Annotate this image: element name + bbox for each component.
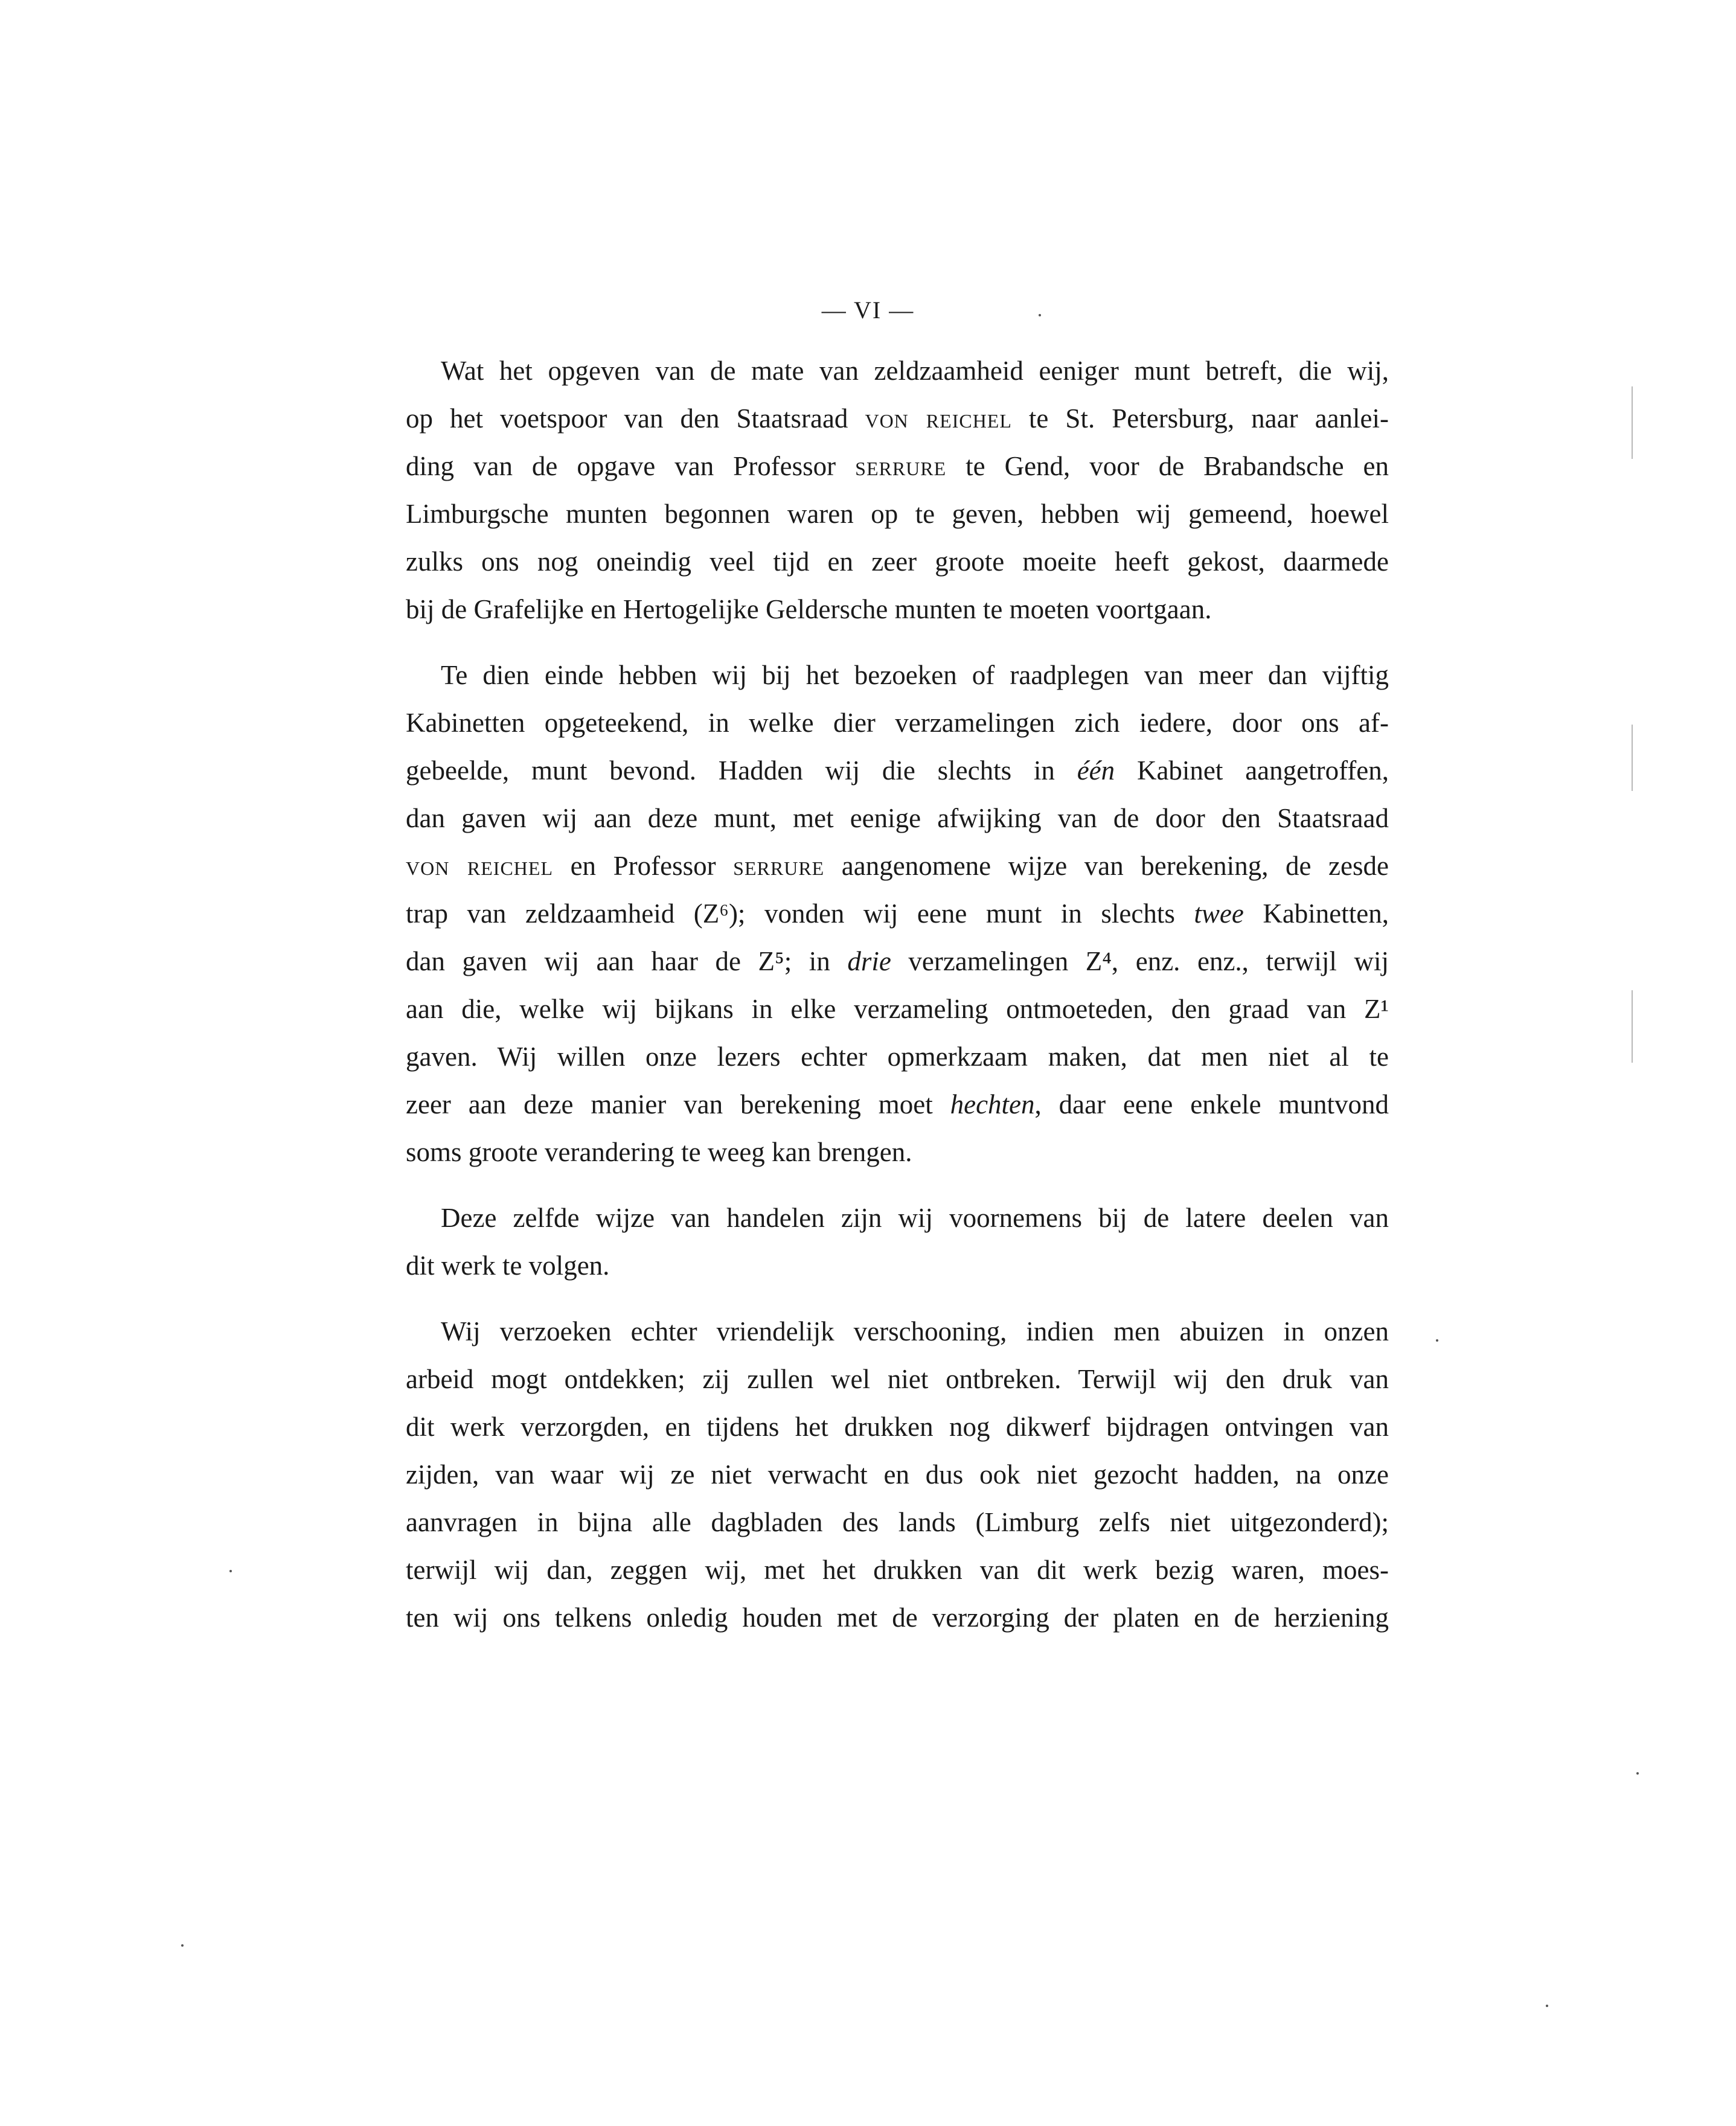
text-line: op het voetspoor van den Staatsraad von reichel te St. Petersburg, naar aanlei- [406, 403, 1389, 434]
paragraph-1 [406, 347, 1389, 633]
body-text [406, 347, 1389, 1660]
text-line: ten wij ons telkens onledig houden met de verzorging der platen en de herziening [406, 1603, 1389, 1633]
text-line: trap van zeldzaamheid (Z⁶); vonden wij eene munt in slechts twee Kabinetten, [406, 898, 1389, 929]
text-line: Kabinetten opgeteekend, in welke dier verzamelingen zich iedere, door ons af- [406, 708, 1389, 738]
paragraph-4 [406, 1308, 1389, 1642]
text-line: zulks ons nog oneindig veel tijd en zeer groote moeite heeft gekost, daarmede [406, 546, 1389, 577]
text-line: dit werk verzorgden, en tijdens het drukken nog dikwerf bijdragen ontvingen van [406, 1412, 1389, 1442]
text-line: bij de Grafelijke en Hertogelijke Geldersche munten te moeten voortgaan. [406, 594, 1212, 624]
text-line: zijden, van waar wij ze niet verwacht en dus ook niet gezocht hadden, na onze [406, 1459, 1389, 1490]
scan-speck [181, 1944, 184, 1947]
text-line: von reichel en Professor serrure aangenomene wijze van berekening, de zesde [406, 851, 1389, 881]
scan-margin-mark [1632, 990, 1633, 1063]
text-line: gaven. Wij willen onze lezers echter opmerkzaam maken, dat men niet al te [406, 1042, 1389, 1072]
text-line: Limburgsche munten begonnen waren op te geven, hebben wij gemeend, hoewel [406, 499, 1389, 529]
text-line: aan die, welke wij bijkans in elke verzameling ontmoeteden, den graad van Z¹ [406, 994, 1389, 1024]
text-line: ding van de opgave van Professor serrure te Gend, voor de Brabandsche en [406, 451, 1389, 481]
text-line: dan gaven wij aan haar de Z⁵; in drie verzamelingen Z⁴, enz. enz., terwijl wij [406, 946, 1389, 976]
scan-speck [1636, 1772, 1639, 1775]
text-line: dan gaven wij aan deze munt, met eenige afwijking van de door den Staatsraad [406, 803, 1389, 833]
scan-speck [1436, 1339, 1438, 1342]
text-line: gebeelde, munt bevond. Hadden wij die slechts in één Kabinet aangetroffen, [406, 755, 1389, 786]
page-number: — VI — [821, 296, 915, 324]
text-line: soms groote verandering te weeg kan brengen. [406, 1137, 912, 1167]
paragraph-3 [406, 1194, 1389, 1290]
text-line: zeer aan deze manier van berekening moet hechten, daar eene enkele muntvond [406, 1089, 1389, 1119]
text-line: Deze zelfde wijze van handelen zijn wij voornemens bij de latere deelen van [441, 1203, 1389, 1233]
text-line: aanvragen in bijna alle dagbladen des lands (Limburg zelfs niet uitgezonderd); [406, 1507, 1389, 1537]
scan-speck [229, 1570, 232, 1572]
paragraph-2 [406, 652, 1389, 1176]
text-line: arbeid mogt ontdekken; zij zullen wel niet ontbreken. Terwijl wij den druk van [406, 1364, 1389, 1394]
scan-speck [1546, 2005, 1548, 2007]
text-line: Wij verzoeken echter vriendelijk verschooning, indien men abuizen in onzen [441, 1316, 1389, 1346]
scan-margin-mark [1632, 386, 1633, 459]
scan-margin-mark [1632, 725, 1633, 791]
text-line: dit werk te volgen. [406, 1250, 610, 1281]
text-line: Wat het opgeven van de mate van zeldzaamheid eeniger munt betreft, die wij, [441, 356, 1389, 386]
text-line: Te dien einde hebben wij bij het bezoeken of raadplegen van meer dan vijftig [441, 660, 1389, 690]
text-line: terwijl wij dan, zeggen wij, met het drukken van dit werk bezig waren, moes- [406, 1555, 1389, 1585]
